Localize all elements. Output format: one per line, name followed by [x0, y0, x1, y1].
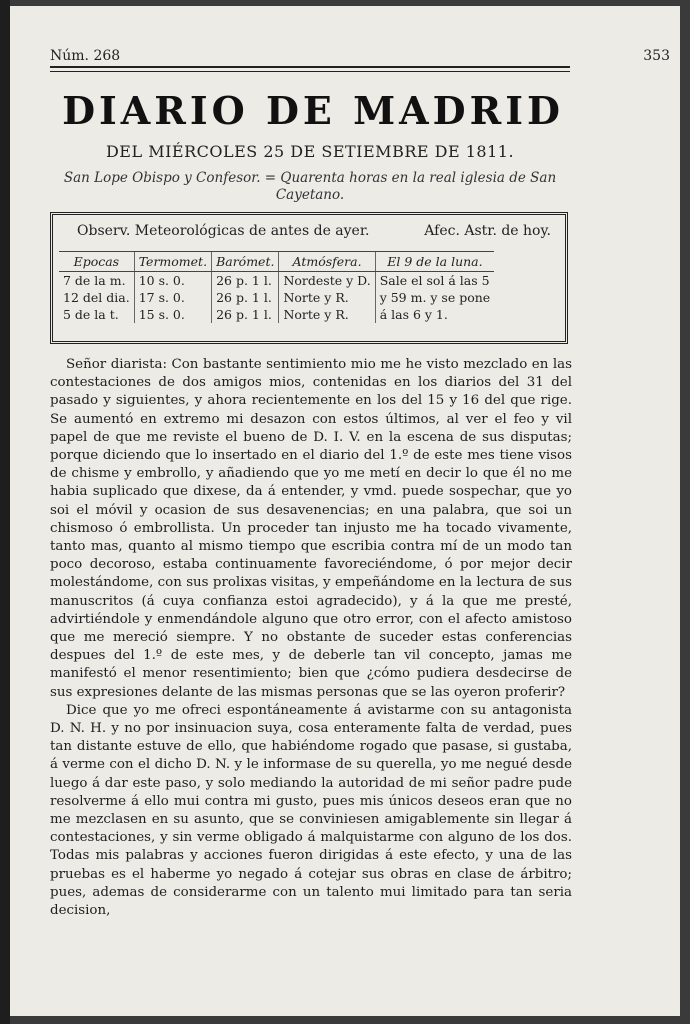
weather-row [59, 272, 494, 290]
page-title: DIARIO DE MADRID [62, 88, 564, 133]
masthead-top-line [50, 48, 670, 64]
saints-of-the-day: San Lope Obispo y Confesor. = Quarenta horas en la real iglesia de San Cayetano. [63, 170, 557, 203]
col-astro: El 9 de la luna. [375, 252, 494, 272]
weather-heading-right: Afec. Astr. de hoy. [424, 223, 551, 239]
col-termometro: Termomet. [134, 252, 211, 272]
cell-epoca: 5 de la t. [63, 307, 119, 322]
cell-termo: 10 s. 0. [134, 272, 211, 290]
dateline: DEL MIÉRCOLES 25 DE SETIEMBRE DE 1811. [105, 142, 515, 161]
weather-row [59, 306, 494, 323]
cell-atmos: Nordeste y D. [279, 272, 375, 290]
cell-atmos: Norte y R. [279, 306, 375, 323]
newspaper-page [10, 6, 680, 1016]
cell-baro: 26 p. 1 l. [212, 289, 279, 306]
cell-atmos: Norte y R. [279, 289, 375, 306]
col-epocas: Epocas [59, 252, 134, 272]
weather-row [59, 289, 494, 306]
cell-astro: á las 6 y 1. [375, 306, 494, 323]
weather-heading-left: Observ. Meteorológicas de antes de ayer. [77, 223, 370, 239]
weather-table [59, 251, 494, 323]
cell-astro: y 59 m. y se pone [375, 289, 494, 306]
top-rule-thin [50, 71, 570, 72]
cell-epoca: 12 del dia. [63, 290, 130, 305]
weather-header-row [59, 252, 494, 272]
paragraph: Señor diarista: Con bastante sentimiento mio me he visto mezclado en las contestaciones de dos amigos mios, contenidas en los diarios del 31 del pasado y siguientes, y ahora recientemente en los del 15 y 16 del que rige. Se aumentó en extremo mi desazon con estos últimos, al ver el feo y vil papel de que me reviste el bueno de D. I. V. en la escena de sus disputas; porque diciendo que lo insertado en el diario del 1.º de este mes tiene visos de chisme y embrollo, y añadiendo que yo me metí en decir lo que él no me habia suplicado que dixese, da á entender, y vmd. puede sospechar, que yo soi el móvil y ocasion de sus desavenencias; en una palabra, que soi un chismoso ó embrollista. Un proceder tan injusto me ha tocado vivamente, tanto mas, quanto al mismo tiempo que escribia contra mí de un modo tan poco decoroso, estaba continuamente favoreciéndome, ó por mejor decir molestándome, con sus prolixas visitas, y empeñándome en la lectura de sus manuscritos (á cuya confianza estoi agradecido), y á la que me presté, advirtiéndole y enmendándole alguno que otro error, con el afecto amistoso que me mereció siempre. Y no obstante de suceder estas conferencias despues del 1.º de este mes, y de deberle tan vil concepto, jamas me manifestó el menor resentimiento; bien que ¿cómo pudiera desdecirse de sus expresiones delante de las mismas personas que se las oyeron proferir? [50, 357, 572, 700]
cell-baro: 26 p. 1 l. [212, 272, 279, 290]
letter-body [50, 356, 572, 920]
weather-table-box [50, 212, 568, 344]
cell-astro: Sale el sol á las 5 [375, 272, 494, 290]
col-atmosfera: Atmósfera. [279, 252, 375, 272]
weather-heading [53, 215, 565, 239]
cell-termo: 17 s. 0. [134, 289, 211, 306]
cell-epoca: 7 de la m. [63, 273, 126, 288]
paragraph: Dice que yo me ofreci espontáneamente á avistarme con su antagonista D. N. H. y no por insinuacion suya, cosa enteramente falta de verdad, pues tan distante estuve de ello, que habiéndome rogado que pasase, si gustaba, á verme con el dicho D. N. y le informase de su querella, yo me negué desde luego á dar este paso, y solo mediando la autoridad de mi señor padre pude resolverme á ello mui contra mi gusto, pues mis únicos deseos eran que no me mezclasen en su asunto, que se conviniesen amigablemente sin llegar á contestaciones, y sin verme obligado á malquistarme con alguno de los dos. Todas mis palabras y acciones fueron dirigidas á este efecto, y una de las pruebas es el haberme yo negado á cotejar sus obras en clase de árbitro; pues, ademas de considerarme con un talento mui limitado para tan seria decision, [50, 702, 572, 919]
scan-edge [0, 0, 10, 1024]
top-rule [50, 66, 570, 68]
cell-baro: 26 p. 1 l. [212, 306, 279, 323]
page-number: 353 [643, 48, 670, 64]
col-barometro: Barómet. [212, 252, 279, 272]
cell-termo: 15 s. 0. [134, 306, 211, 323]
issue-number: Núm. 268 [50, 48, 121, 64]
